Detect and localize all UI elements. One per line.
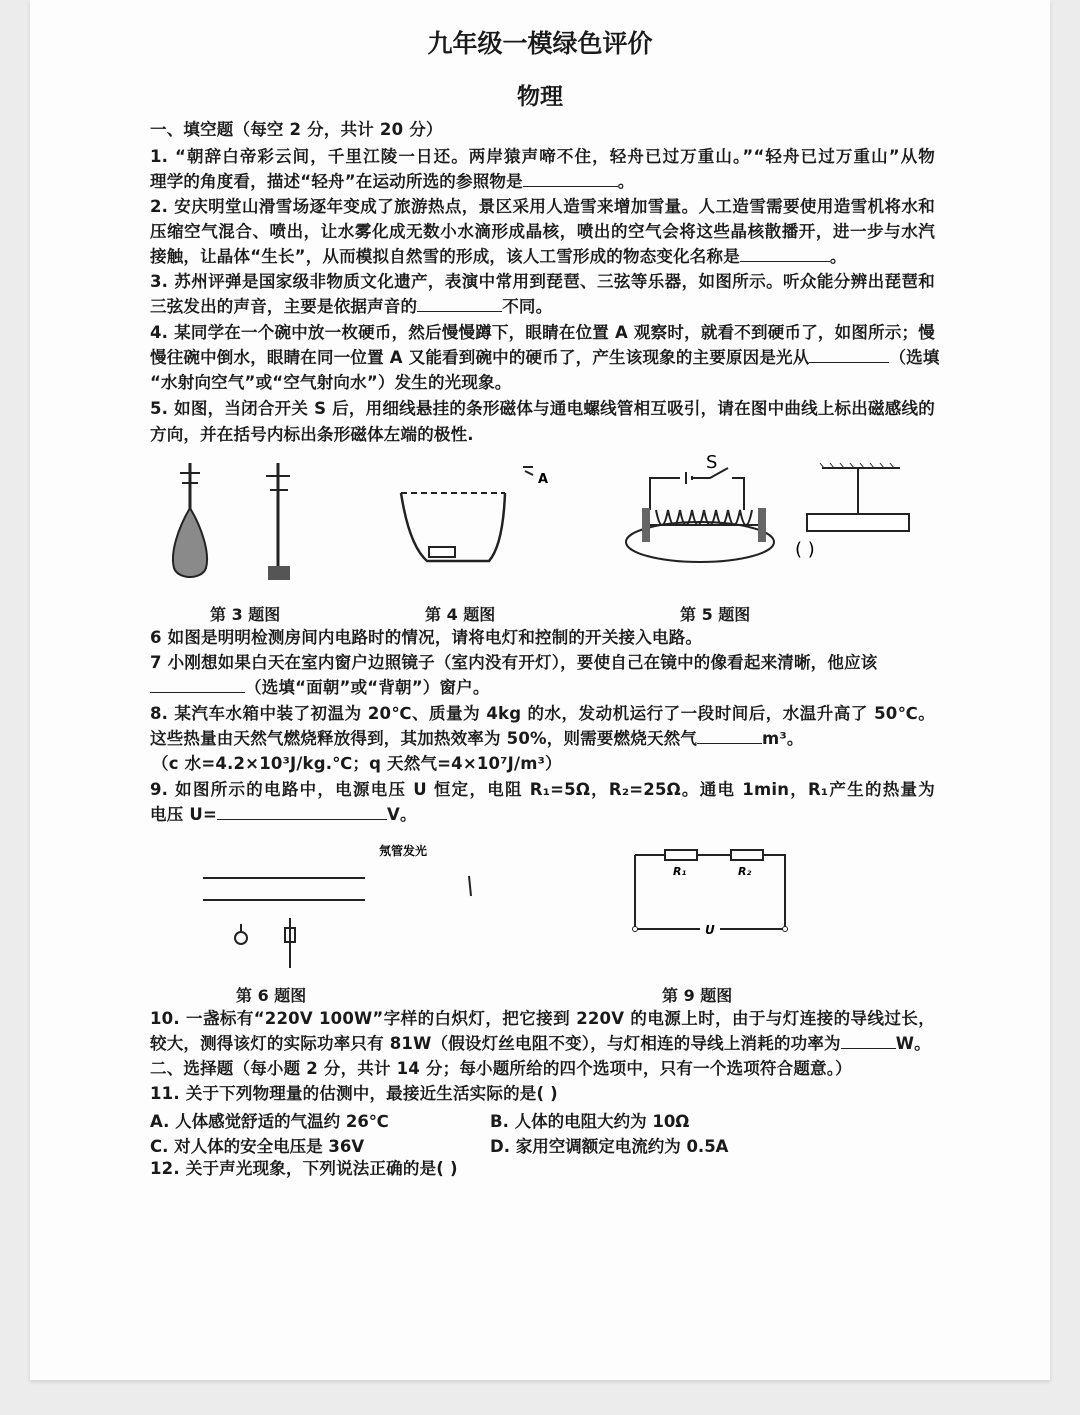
q10-unit: W。 [895,1034,931,1053]
q5-line1: 5. 如图，当闭合开关 S 后，用细线悬挂的条形磁体与通电螺线管相互吸引，请在图中曲线上标出磁感线的 [150,399,935,418]
switch-label: S [706,452,718,473]
q8-constants: （c 水=4.2×10³J/kg.℃；q 天然气=4×10⁷J/m³） [152,754,562,773]
q3-line1: 3. 苏州评弹是国家级非物质文化遗产，表演中常用到琵琶、三弦等乐器，如图所示。听众能分辨出琵琶和 [150,272,935,291]
q4-text: 慢往碗中倒水，眼睛在同一位置 A 又能看到碗中的硬币了，产生该现象的主要原因是光从 [150,348,810,367]
q5-line2: 方向，并在括号内标出条形磁体左端的极性. [150,425,474,444]
caption-fig5: 第 5 题图 [680,605,751,624]
section1-heading: 一、填空题（每空 2 分，共计 20 分） [150,120,443,139]
q1-line2 [150,171,935,193]
answer-blank[interactable] [740,247,830,262]
q4-line2 [150,347,940,369]
r1-label: R₁ [673,865,687,878]
caption-fig4: 第 4 题图 [425,605,496,624]
q8-line1: 8. 某汽车水箱中装了初温为 20℃、质量为 4kg 的水，发动机运行了一段时间后，水温升高了 50℃。 [150,704,935,723]
answer-blank[interactable] [697,729,762,744]
q8-line2 [150,728,935,750]
q7-text: （选填“面朝”或“背朝”）窗户。 [245,678,490,697]
caption-fig3: 第 3 题图 [210,605,281,624]
q9-text: 电压 U= [150,805,217,824]
q9-unit: V。 [386,805,417,824]
q7-line1: 7 小刚想如果白天在室内窗户边照镜子（室内没有开灯），要使自己在镜中的像看起来清晰，他应该 [150,653,878,672]
test-pen-icon [469,876,471,896]
option-b[interactable]: B. 人体的电阻大约为 10Ω [490,1112,690,1131]
q2-line3 [150,246,935,268]
period: 。 [829,247,847,266]
q9-line1: 9. 如图所示的电路中，电源电压 U 恒定，电阻 R₁=5Ω，R₂=25Ω。通电 1min，R₁产生的热量为 [150,780,935,799]
q11-stem: 11. 关于下列物理量的估测中，最接近生活实际的是( ) [150,1084,558,1103]
household-circuit-figure [195,838,515,973]
option-a[interactable]: A. 人体感觉舒适的气温约 26℃ [150,1112,389,1131]
r2-label: R₂ [738,865,752,878]
q4-line3: “水射向空气”或“空气射向水”）发生的光现象。 [150,373,512,392]
q6-line: 6 如图是明明检测房间内电路时的情况，请将电灯和控制的开关接入电路。 [150,628,703,647]
q3-line2 [150,296,935,318]
caption-fig6: 第 6 题图 [236,986,307,1005]
option-c[interactable]: C. 对人体的安全电压是 36V [150,1137,365,1156]
q4-hint: （选填 [889,348,940,367]
q10-line1: 10. 一盏标有“220V 100W”字样的白炽灯，把它接到 220V 的电源上时，由于与灯连接的导线过长， [150,1009,935,1028]
bulb-icon [235,924,247,944]
q1-text: 理学的角度看，描述“轻舟”在运动所选的参照物是 [150,172,523,191]
q9-line2 [150,804,935,826]
q3-tail: 不同。 [502,297,553,316]
polarity-bracket[interactable]: ( ) [795,539,815,560]
answer-blank[interactable] [217,805,387,820]
subject-title: 物理 [517,84,563,110]
period: 。 [617,172,635,191]
answer-blank[interactable] [809,348,889,363]
q8-unit: m³。 [762,729,804,748]
q2-line2: 压缩空气混合、喷出，让水雾化成无数小水滴形成晶核，喷出的空气会将这些晶核散播开，进一步与水汽 [150,222,935,241]
neon-label: 氖管发光 [379,844,428,858]
q8-text: 这些热量由天然气燃烧释放得到，其加热效率为 50%，则需要燃烧天然气 [150,729,698,748]
q10-line2 [150,1033,935,1055]
section2-heading: 二、选择题（每小题 2 分，共计 14 分；每小题所给的四个选项中，只有一个选项符合题意。） [150,1059,852,1078]
q7-line2 [150,677,935,699]
eye-icon [523,467,533,475]
q12-stem: 12. 关于声光现象，下列说法正确的是( ) [150,1159,458,1178]
q4-line1: 4. 某同学在一个碗中放一枚硬币，然后慢慢蹲下，眼睛在位置 A 观察时，就看不到硬币了，如图所示；慢 [150,323,935,342]
series-circuit-figure [625,845,795,940]
q1-line1: 1. “朝辞白帝彩云间，千里江陵一日还。两岸猿声啼不住，轻舟已过万重山。”“轻舟已过万重山”从物 [150,147,935,166]
switch-icon [285,918,295,968]
exam-title: 九年级一模绿色评价 [427,29,653,58]
solenoid-magnet-figure [620,450,920,575]
answer-blank[interactable] [523,172,618,187]
q2-line1: 2. 安庆明堂山滑雪场逐年变成了旅游热点，景区采用人造雪来增加雪量。人工造雪需要使用造雪机将水和 [150,197,935,216]
bowl-coin-figure [395,455,565,575]
q2-text: 接触，让晶体“生长”，从而模拟自然雪的形成，该人工雪形成的物态变化名称是 [150,247,740,266]
answer-blank[interactable] [150,678,245,693]
eye-label: A [538,472,549,487]
answer-blank[interactable] [417,297,502,312]
voltage-label: U [705,923,715,937]
answer-blank[interactable] [841,1034,896,1049]
option-d[interactable]: D. 家用空调额定电流约为 0.5A [490,1137,729,1156]
instruments-figure [160,458,310,588]
caption-fig9: 第 9 题图 [662,986,733,1005]
q10-text: 较大，测得该灯的实际功率只有 81W（假设灯丝电阻不变），与灯相连的导线上消耗的功率为 [150,1034,841,1053]
q3-text: 三弦发出的声音，主要是依据声音的 [150,297,418,316]
